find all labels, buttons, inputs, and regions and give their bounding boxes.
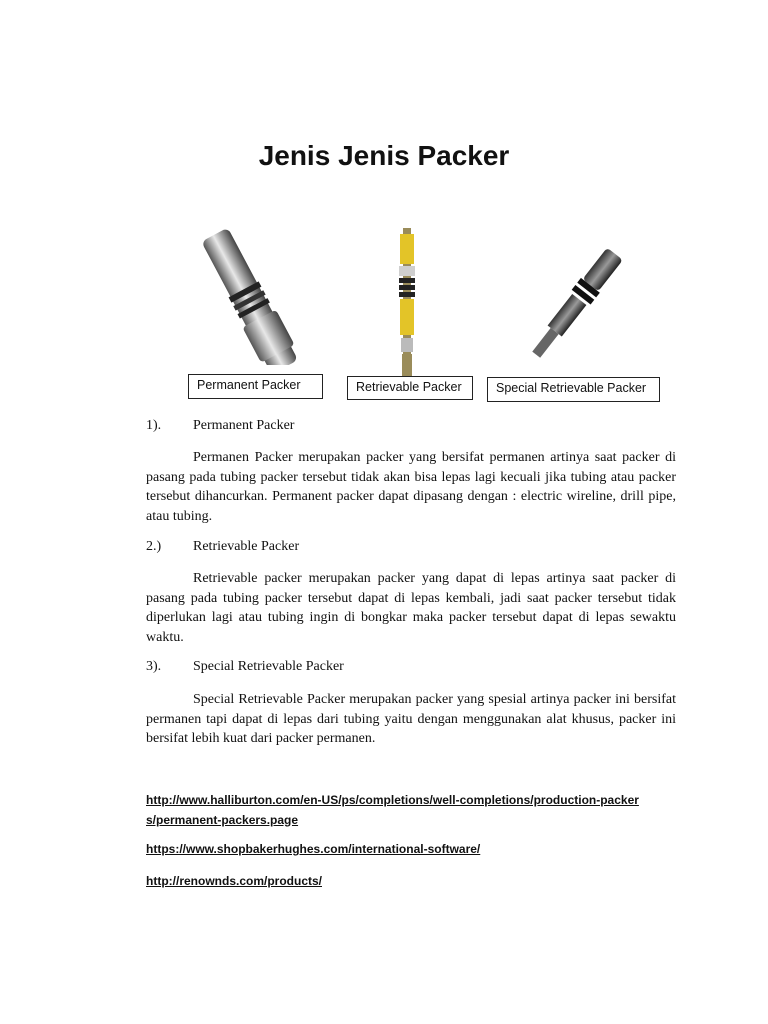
section-paragraph: Retrievable packer merupakan packer yang dapat di lepas artinya saat packer di pasang pada tubing packer tersebut dapat di lepas kembali, jadi saat packer tersebut tidak diperlukan lagi atau tubing ingin di bongkar maka packer tersebut dapat di lepas sewaktu waktu. [146, 571, 676, 645]
section-title: Retrievable Packer [193, 539, 300, 554]
section-title: Special Retrievable Packer [193, 659, 344, 674]
special-retrievable-packer-caption: Special Retrievable Packer [487, 377, 660, 402]
retrievable-packer-image [384, 228, 430, 376]
permanent-packer-caption: Permanent Packer [188, 374, 323, 399]
section-number: 3). [146, 659, 162, 674]
permanent-packer-image [180, 225, 320, 365]
section-title: Permanent Packer [193, 418, 295, 433]
section-heading [146, 539, 299, 555]
reference-link-bakerhughes[interactable]: https://www.shopbakerhughes.com/international-software/ [146, 842, 481, 856]
reference-link-renownds[interactable]: http://renownds.com/products/ [146, 874, 322, 888]
section-heading [146, 418, 294, 434]
reference-link-halliburton[interactable]: http://www.halliburton.com/en-US/ps/completions/well-completions/production-packers/permanent-packers.page [146, 793, 639, 827]
page-title: Jenis Jenis Packer [258, 140, 510, 171]
section-paragraph: Special Retrievable Packer merupakan packer yang spesial artinya packer ini bersifat permanen tapi dapat di lepas dari tubing yaitu dengan menggunakan alat khusus, packer ini bersifat lebih kuat dari packer permanen. [146, 692, 676, 746]
retrievable-packer-caption: Retrievable Packer [347, 376, 473, 400]
section-number: 1). [146, 418, 162, 433]
section-number: 2.) [146, 539, 162, 554]
section-paragraph: Permanen Packer merupakan packer yang bersifat permanen artinya saat packer di pasang pada tubing packer tersebut tidak akan bisa lepas lagi kecuali jika tubing atau packer tersebut dihancurkan. Permanent packer dapat dipasang dengan : electric wireline, drill pipe, atau tubing. [146, 450, 676, 524]
section-heading [146, 659, 344, 675]
special-retrievable-packer-image [510, 240, 640, 370]
